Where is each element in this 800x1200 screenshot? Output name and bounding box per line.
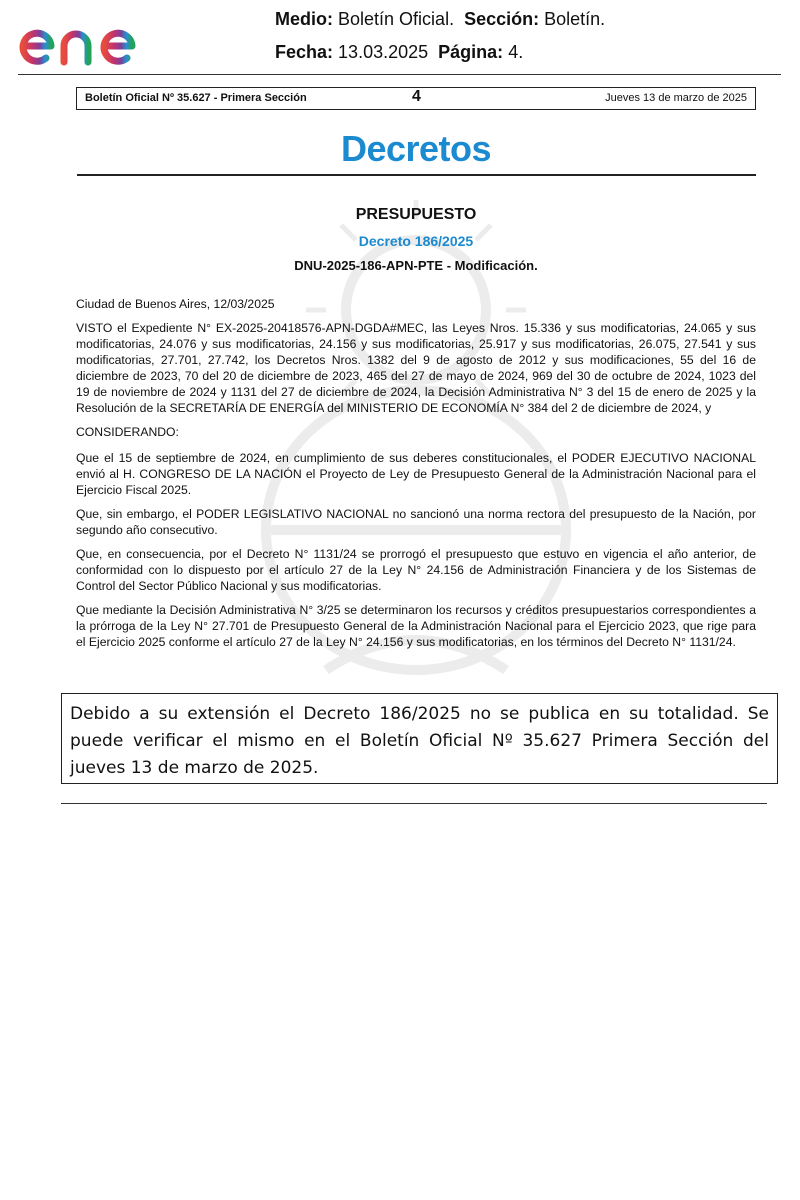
decree-body <box>76 296 756 658</box>
city-date: Ciudad de Buenos Aires, 12/03/2025 <box>76 297 275 311</box>
enel-logo <box>16 8 171 72</box>
decree-subject: PRESUPUESTO <box>355 206 477 223</box>
visto-paragraph: VISTO el Expediente N° EX-2025-20418576-APN-DGDA#MEC, las Leyes Nros. 15.336 y sus modificatorias, 24.065 y sus modificatorias, 24.076 y sus modificatorias, 24.156 y sus modificatorias, 25.917 y sus modificatorias, 26.075, 27.541 y sus modificatorias, 27.701, 27.742, los Decretos Nros. 1382 del 9 de agosto de 2012 y sus modificaciones, 55 del 16 de diciembre de 2023, 70 del 20 de diciembre de 2023, 465 del 27 de mayo de 2024, 969 del 30 de octubre de 2024, 1023 del 19 de noviembre de 2024 y 1131 del 27 de diciembre de 2024, la Decisión Administrativa N° 3 del 15 de enero de 2025 y la Resolución de la SECRETARÍA DE ENERGÍA del MINISTERIO DE ECONOMÍA N° 384 del 2 de diciembre de 2024, y <box>76 321 756 415</box>
considerando-paragraph: Que mediante la Decisión Administrativa N° 3/25 se determinaron los recursos y créditos presupuestarios correspondientes a la prórroga de la Ley N° 27.701 de Presupuesto General de la Administración Nacional para el Ejercicio 2023, que rige para el Ejercicio 2025 conforme el artículo 27 de la Ley N° 24.156 y sus modificatorias, en los términos del Decreto N° 1131/24. <box>76 603 756 649</box>
dnu-code: DNU-2025-186-APN-PTE - Modificación. <box>294 258 538 273</box>
decree-number: Decreto 186/2025 <box>358 233 474 249</box>
extension-notice: Debido a su extensión el Decreto 186/2025 no se publica en su totalidad. Se puede verificar el mismo en el Boletín Oficial Nº 35.627 Primera Sección del jueves 13 de marzo de 2025. <box>61 693 778 784</box>
section-title: Decretos <box>340 128 492 169</box>
header-fecha-line <box>275 42 523 63</box>
boletin-page-number: 4 <box>412 88 421 105</box>
boletin-page-header <box>76 87 756 110</box>
header-medio-line <box>275 9 605 30</box>
boletin-section: Primera Sección <box>220 92 307 104</box>
section-title-rule <box>77 174 756 176</box>
boletin-clipping <box>66 80 766 688</box>
fecha-label: Fecha: <box>275 42 334 62</box>
seccion-label: Sección: <box>464 9 540 29</box>
boletin-issue-prefix: Boletín Oficial Nº 35.627 - <box>85 92 221 104</box>
considerando-paragraph: Que el 15 de septiembre de 2024, en cumplimiento de sus deberes constitucionales, el PODER EJECUTIVO NACIONAL envió al H. CONGRESO DE LA NACIÓN el Proyecto de Ley de Presupuesto General de la Administración Nacional para el Ejercicio Fiscal 2025. <box>76 451 756 497</box>
considerando-paragraph: Que, en consecuencia, por el Decreto N° 1131/24 se prorrogó el presupuesto que estuvo en vigencia el año anterior, de conformidad con lo dispuesto por el artículo 27 de la Ley N° 24.156 de Administración Financiera y de los Sistemas de Control del Sector Público Nacional y sus modificatorias. <box>76 547 756 593</box>
considerando-paragraph: Que, sin embargo, el PODER LEGISLATIVO NACIONAL no sancionó una norma rectora del presupuesto de la Nación, por segundo año consecutivo. <box>76 507 756 537</box>
medio-label: Medio: <box>275 9 333 29</box>
considerando-heading: CONSIDERANDO: <box>76 425 179 439</box>
pagina-label: Página: <box>438 42 504 62</box>
pagina-value: 4. <box>508 42 524 62</box>
footer-divider <box>61 803 767 804</box>
fecha-value: 13.03.2025 <box>338 42 429 62</box>
header-divider <box>18 74 781 75</box>
seccion-value: Boletín. <box>544 9 606 29</box>
boletin-date: Jueves 13 de marzo de 2025 <box>605 92 747 104</box>
boletin-issue <box>85 92 307 104</box>
medio-value: Boletín Oficial. <box>338 9 455 29</box>
